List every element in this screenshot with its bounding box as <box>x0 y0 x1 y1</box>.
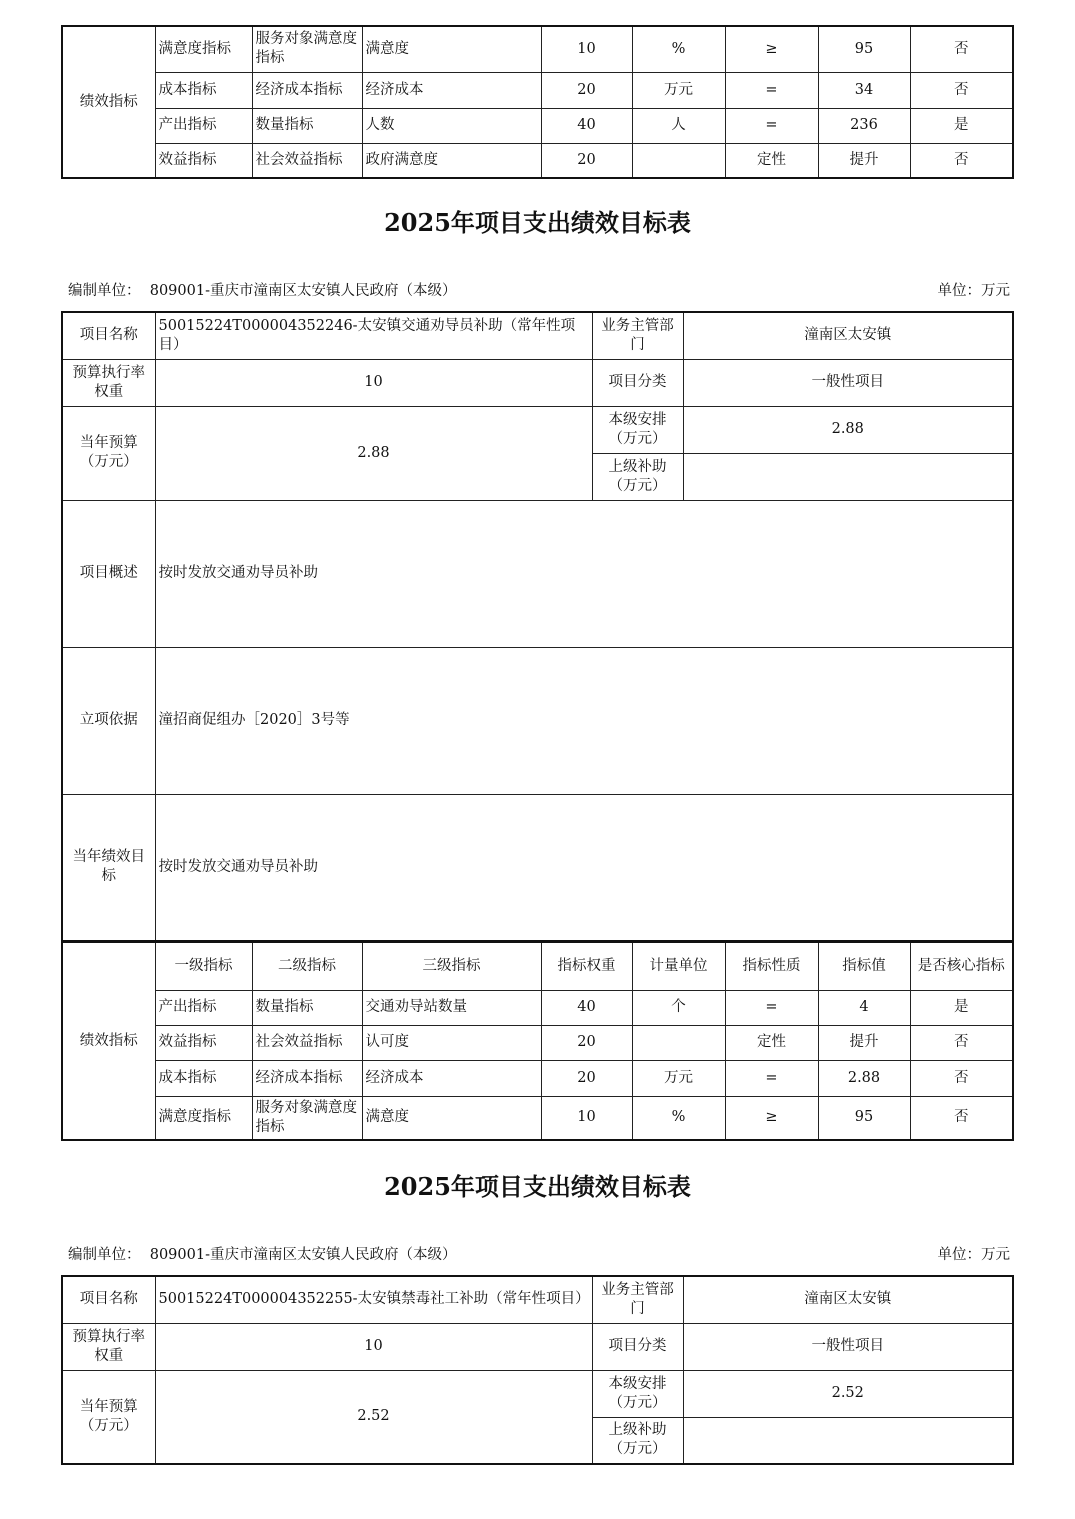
budget-value: 2.52 <box>155 1370 592 1464</box>
indicator-cell: 是 <box>910 990 1013 1025</box>
weight-label: 预算执行率权重 <box>62 359 155 406</box>
indicator-cell <box>632 143 725 178</box>
indicator-cell: 成本指标 <box>155 1060 252 1096</box>
project-name-label: 项目名称 <box>62 312 155 359</box>
indicator-cell: 经济成本 <box>362 1060 541 1096</box>
indicator-cell: 236 <box>818 108 910 143</box>
dept-value: 潼南区太安镇 <box>683 1276 1013 1323</box>
indicator-row <box>62 990 1013 1025</box>
indicator-row <box>62 1025 1013 1060</box>
column-header: 一级指标 <box>155 942 252 990</box>
indicator-row <box>62 143 1013 178</box>
column-header: 指标性质 <box>725 942 818 990</box>
indicator-row <box>62 108 1013 143</box>
indicator-row <box>62 1096 1013 1140</box>
indicator-cell: 社会效益指标 <box>252 143 362 178</box>
indicator-row <box>62 1060 1013 1096</box>
header-line <box>68 279 1010 300</box>
indicator-cell: ≥ <box>725 26 818 72</box>
indicator-cell: 否 <box>910 72 1013 108</box>
indicator-group-label: 绩效指标 <box>62 26 155 178</box>
indicator-cell: 人 <box>632 108 725 143</box>
indicator-cell: 否 <box>910 1096 1013 1140</box>
weight-value: 10 <box>155 359 592 406</box>
local-label: 本级安排（万元） <box>592 406 683 453</box>
indicator-cell: 满意度 <box>362 26 541 72</box>
indicator-cell: 40 <box>541 990 632 1025</box>
indicator-cell: = <box>725 990 818 1025</box>
indicator-cell: 效益指标 <box>155 1025 252 1060</box>
indicator-table <box>61 941 1014 1141</box>
section-title: 2025年项目支出绩效目标表 <box>384 208 691 237</box>
indicator-cell: 否 <box>910 26 1013 72</box>
weight-value: 10 <box>155 1323 592 1370</box>
indicator-cell: = <box>725 72 818 108</box>
indicator-cell: 20 <box>541 1025 632 1060</box>
header-line <box>68 1243 1010 1264</box>
upper-label: 上级补助（万元） <box>592 1417 683 1464</box>
category-value: 一般性项目 <box>683 359 1013 406</box>
indicator-cell: = <box>725 108 818 143</box>
budget-label: 当年预算（万元） <box>62 1370 155 1464</box>
indicator-cell: 万元 <box>632 72 725 108</box>
basis-value: 潼招商促组办［2020］3号等 <box>155 647 1013 794</box>
indicator-cell: 2.88 <box>818 1060 910 1096</box>
indicator-cell: 万元 <box>632 1060 725 1096</box>
indicator-cell: 34 <box>818 72 910 108</box>
overview-value: 按时发放交通劝导员补助 <box>155 500 1013 647</box>
local-value: 2.88 <box>683 406 1013 453</box>
currency-label: 单位：万元 <box>937 283 1010 299</box>
indicator-cell: 数量指标 <box>252 108 362 143</box>
unit-label: 编制单位： <box>68 283 141 299</box>
dept-label: 业务主管部门 <box>592 1276 683 1323</box>
indicator-cell: 个 <box>632 990 725 1025</box>
indicator-group-label: 绩效指标 <box>62 942 155 1140</box>
project-name-value: 50015224T000004352246-太安镇交通劝导员补助（常年性项目） <box>155 312 592 359</box>
indicator-cell: % <box>632 26 725 72</box>
upper-value <box>683 1417 1013 1464</box>
indicator-cell: 经济成本 <box>362 72 541 108</box>
budget-label: 当年预算（万元） <box>62 406 155 500</box>
category-label: 项目分类 <box>592 1323 683 1370</box>
section-title: 2025年项目支出绩效目标表 <box>384 1172 691 1201</box>
budget-value: 2.88 <box>155 406 592 500</box>
top-indicator-table <box>61 25 1014 179</box>
unit-label: 编制单位： <box>68 1247 141 1263</box>
weight-label: 预算执行率权重 <box>62 1323 155 1370</box>
indicator-cell: ≥ <box>725 1096 818 1140</box>
category-value: 一般性项目 <box>683 1323 1013 1370</box>
project-name-label: 项目名称 <box>62 1276 155 1323</box>
indicator-cell: 否 <box>910 1060 1013 1096</box>
indicator-cell: 20 <box>541 72 632 108</box>
indicator-cell: 95 <box>818 1096 910 1140</box>
unit-value: 809001-重庆市潼南区太安镇人民政府（本级） <box>149 1247 457 1263</box>
indicator-cell: 满意度指标 <box>155 26 252 72</box>
indicator-cell: 服务对象满意度指标 <box>252 1096 362 1140</box>
indicator-cell: 20 <box>541 1060 632 1096</box>
local-label: 本级安排（万元） <box>592 1370 683 1417</box>
indicator-cell: 政府满意度 <box>362 143 541 178</box>
column-header: 指标权重 <box>541 942 632 990</box>
project-info-table <box>61 1275 1014 1465</box>
column-header: 二级指标 <box>252 942 362 990</box>
category-label: 项目分类 <box>592 359 683 406</box>
indicator-cell <box>632 1025 725 1060</box>
local-value: 2.52 <box>683 1370 1013 1417</box>
indicator-cell: 交通劝导站数量 <box>362 990 541 1025</box>
indicator-cell: 经济成本指标 <box>252 1060 362 1096</box>
indicator-cell: 产出指标 <box>155 108 252 143</box>
indicator-cell: 定性 <box>725 1025 818 1060</box>
indicator-cell: 4 <box>818 990 910 1025</box>
indicator-cell: 20 <box>541 143 632 178</box>
unit-value: 809001-重庆市潼南区太安镇人民政府（本级） <box>149 283 457 299</box>
basis-label: 立项依据 <box>62 647 155 794</box>
indicator-cell: 认可度 <box>362 1025 541 1060</box>
column-header: 是否核心指标 <box>910 942 1013 990</box>
indicator-cell: 是 <box>910 108 1013 143</box>
currency-label: 单位：万元 <box>937 1247 1010 1263</box>
indicator-cell: 经济成本指标 <box>252 72 362 108</box>
indicator-cell: 95 <box>818 26 910 72</box>
indicator-cell: 社会效益指标 <box>252 1025 362 1060</box>
indicator-cell: 提升 <box>818 1025 910 1060</box>
indicator-cell: 满意度 <box>362 1096 541 1140</box>
indicator-cell: 定性 <box>725 143 818 178</box>
indicator-cell: 10 <box>541 1096 632 1140</box>
column-header: 计量单位 <box>632 942 725 990</box>
indicator-row <box>62 72 1013 108</box>
indicator-cell: 否 <box>910 143 1013 178</box>
indicator-cell: 成本指标 <box>155 72 252 108</box>
indicator-cell: 10 <box>541 26 632 72</box>
indicator-cell: 否 <box>910 1025 1013 1060</box>
indicator-cell: 满意度指标 <box>155 1096 252 1140</box>
project-info-table <box>61 311 1014 942</box>
dept-value: 潼南区太安镇 <box>683 312 1013 359</box>
overview-label: 项目概述 <box>62 500 155 647</box>
indicator-cell: % <box>632 1096 725 1140</box>
goal-label: 当年绩效目标 <box>62 794 155 941</box>
dept-label: 业务主管部门 <box>592 312 683 359</box>
indicator-cell: 提升 <box>818 143 910 178</box>
indicator-cell: 服务对象满意度指标 <box>252 26 362 72</box>
indicator-cell: 人数 <box>362 108 541 143</box>
indicator-cell: 效益指标 <box>155 143 252 178</box>
indicator-cell: 40 <box>541 108 632 143</box>
project-name-value: 50015224T000004352255-太安镇禁毒社工补助（常年性项目） <box>155 1276 592 1323</box>
upper-value <box>683 453 1013 500</box>
indicator-cell: = <box>725 1060 818 1096</box>
indicator-row <box>62 26 1013 72</box>
goal-value: 按时发放交通劝导员补助 <box>155 794 1013 941</box>
column-header: 三级指标 <box>362 942 541 990</box>
indicator-cell: 数量指标 <box>252 990 362 1025</box>
indicator-cell: 产出指标 <box>155 990 252 1025</box>
upper-label: 上级补助（万元） <box>592 453 683 500</box>
column-header: 指标值 <box>818 942 910 990</box>
